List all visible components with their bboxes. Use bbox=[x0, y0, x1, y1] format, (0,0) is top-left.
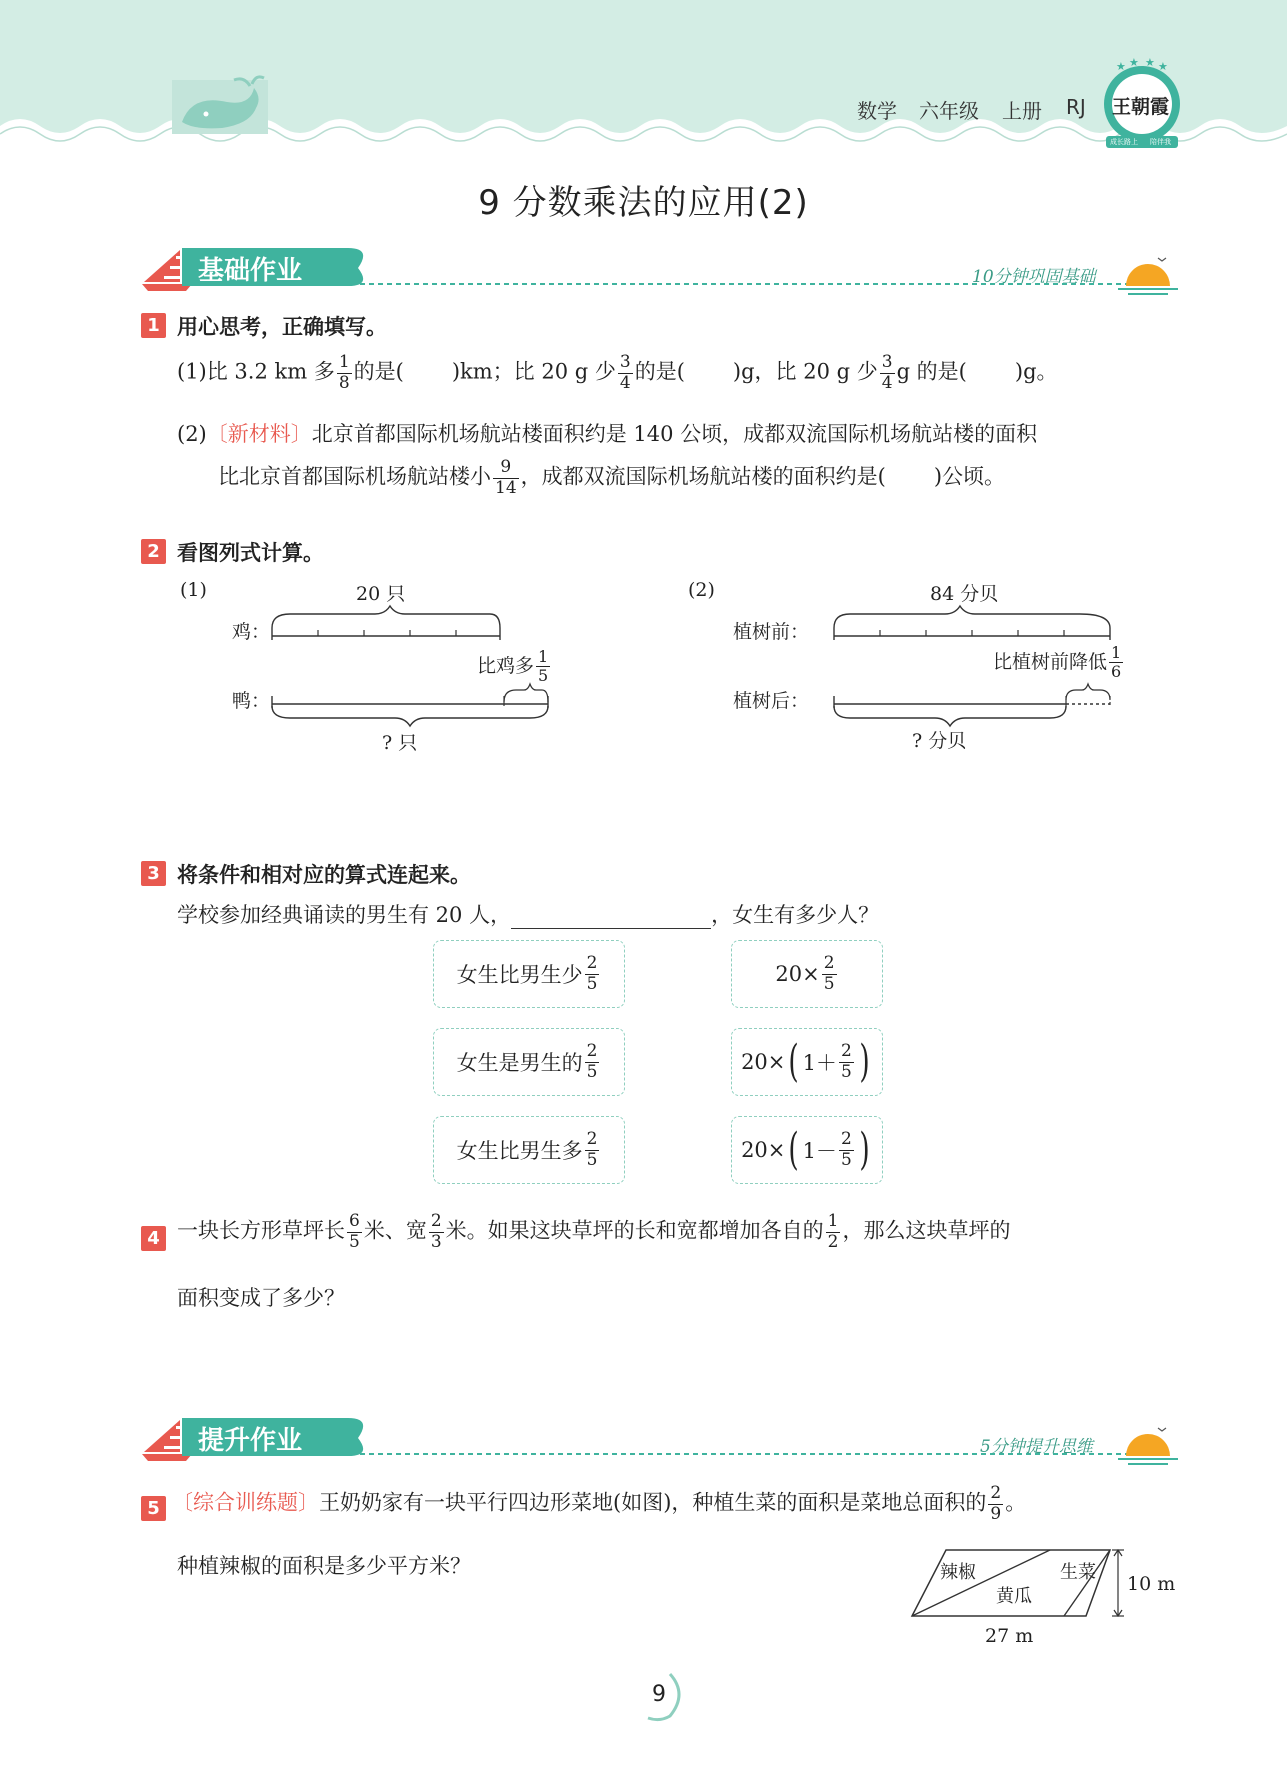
fraction: $\frac{3}{4}$ bbox=[619, 352, 631, 393]
question-number-4: 4 bbox=[141, 1226, 166, 1251]
q5-text-line2: 种植辣椒的面积是多少平方米？ bbox=[177, 1554, 471, 1578]
section-note-basic: 10分钟巩固基础 bbox=[972, 267, 1096, 287]
q3-formula-2[interactable]: 20× ( 1＋ $\frac{2}{5}$ ) bbox=[731, 1028, 883, 1096]
sunset-icon bbox=[1118, 1422, 1180, 1470]
diagram1-label: (1) bbox=[180, 579, 207, 601]
svg-text:★: ★ bbox=[1129, 58, 1139, 69]
logo-small-left: 成长路上 bbox=[1110, 138, 1138, 146]
diagram2-label: (2) bbox=[688, 579, 715, 601]
q3-formula-1[interactable]: 20× $\frac{2}{5}$ bbox=[731, 940, 883, 1008]
subject-label: 数学 bbox=[857, 99, 897, 123]
diagram1-row-chicken: 鸡： bbox=[232, 621, 271, 643]
q4-text-line1: 一块长方形草坪长 $\frac{6}{5}$ 米、宽 $\frac{2}{3}$ 米。如果这块草坪的长和宽都增加各自的 $\frac{1}{2}$ ，那么这块草坪的 bbox=[177, 1211, 1011, 1252]
q1-part2-line2: 比北京首都国际机场航站楼小 $\frac{9}{14}$ ，成都双流国际机场航站楼的面积约是( )公顷。 bbox=[218, 457, 1006, 498]
q3-formula-3[interactable]: 20× ( 1－ $\frac{2}{5}$ ) bbox=[731, 1116, 883, 1184]
diagram2-line-segments bbox=[820, 600, 1120, 730]
q5-text-line1: 〔综合训练题〕王奶奶家有一块平行四边形菜地(如图)，种植生菜的面积是菜地总面积的 $\frac{2}{9}$ 。 bbox=[172, 1483, 1027, 1524]
diagram1-line-segments bbox=[260, 600, 560, 730]
section-title-basic: 基础作业 bbox=[198, 256, 303, 286]
page-title: 9 分数乘法的应用(2) bbox=[478, 183, 809, 223]
q3-blank[interactable] bbox=[511, 907, 711, 929]
page-number: 9 bbox=[652, 1682, 666, 1707]
diagram1-row-duck: 鸭： bbox=[232, 690, 271, 712]
figure-base-label: 27 m bbox=[985, 1625, 1034, 1647]
fraction: $\frac{3}{4}$ bbox=[881, 352, 893, 393]
diagram1-bottom-label: ? 只 bbox=[382, 732, 418, 754]
figure-height-label: 10 m bbox=[1127, 1573, 1176, 1595]
question-number-2: 2 bbox=[141, 539, 166, 564]
logo-small-right: 陪伴我 bbox=[1150, 138, 1171, 146]
question-3-heading: 将条件和相对应的算式连起来。 bbox=[177, 863, 471, 887]
figure-label-cucumber: 黄瓜 bbox=[996, 1586, 1032, 1607]
svg-text:★: ★ bbox=[1116, 60, 1126, 73]
q3-condition-3[interactable]: 女生比男生多 $\frac{2}{5}$ bbox=[433, 1116, 625, 1184]
logo-text: 王朝霞 bbox=[1112, 96, 1170, 118]
question-number-5: 5 bbox=[141, 1496, 166, 1521]
edition-label: RJ bbox=[1066, 95, 1086, 119]
figure-label-lettuce: 生菜 bbox=[1060, 1562, 1096, 1583]
diagram1-top-label: 20 只 bbox=[356, 583, 406, 605]
brand-logo bbox=[1100, 58, 1184, 150]
diagram1-note: 比鸡多 $\frac{1}{5}$ bbox=[477, 647, 549, 686]
svg-text:★: ★ bbox=[1145, 58, 1155, 69]
section-title-advanced: 提升作业 bbox=[198, 1426, 303, 1456]
question-1-heading: 用心思考，正确填写。 bbox=[177, 315, 387, 339]
fraction: $\frac{9}{14}$ bbox=[495, 457, 517, 498]
grade-label: 六年级 bbox=[919, 99, 979, 123]
figure-label-pepper: 辣椒 bbox=[940, 1562, 976, 1583]
diagram2-row-before: 植树前： bbox=[733, 621, 810, 643]
q3-condition-2[interactable]: 女生是男生的 $\frac{2}{5}$ bbox=[433, 1028, 625, 1096]
q3-condition-1[interactable]: 女生比男生少 $\frac{2}{5}$ bbox=[433, 940, 625, 1008]
q1-part2-line1: (2)〔新材料〕北京首都国际机场航站楼面积约是 140 公顷，成都双流国际机场航站楼的面积 bbox=[177, 422, 1038, 446]
new-material-tag: 〔新材料〕 bbox=[206, 422, 312, 446]
comprehensive-tag: 〔综合训练题〕 bbox=[172, 1490, 319, 1515]
diagram2-top-label: 84 分贝 bbox=[930, 583, 999, 605]
svg-text:★: ★ bbox=[1158, 60, 1168, 73]
diagram2-note: 比植树前降低 $\frac{1}{6}$ bbox=[993, 643, 1122, 682]
question-2-heading: 看图列式计算。 bbox=[177, 541, 324, 565]
q3-stem: 学校参加经典诵读的男生有 20 人， ，女生有多少人？ bbox=[177, 903, 880, 927]
q4-text-line2: 面积变成了多少？ bbox=[177, 1286, 345, 1310]
volume-label: 上册 bbox=[1002, 99, 1042, 123]
section-note-advanced: 5分钟提升思维 bbox=[980, 1437, 1093, 1457]
diagram2-bottom-label: ? 分贝 bbox=[912, 730, 967, 752]
fraction: $\frac{1}{8}$ bbox=[338, 352, 350, 393]
question-number-1: 1 bbox=[141, 313, 166, 338]
diagram2-row-after: 植树后： bbox=[733, 690, 810, 712]
whale-icon bbox=[172, 72, 272, 134]
q1-part1: (1)比 3.2 km 多 $\frac{1}{8}$ 的是( )km；比 20 g 少 $\frac{3}{4}$ 的是( )g，比 20 g 少 $\frac{3}{4}$ g 的是( )g。 bbox=[177, 352, 1058, 393]
question-number-3: 3 bbox=[141, 861, 166, 886]
sunset-icon bbox=[1118, 252, 1180, 300]
